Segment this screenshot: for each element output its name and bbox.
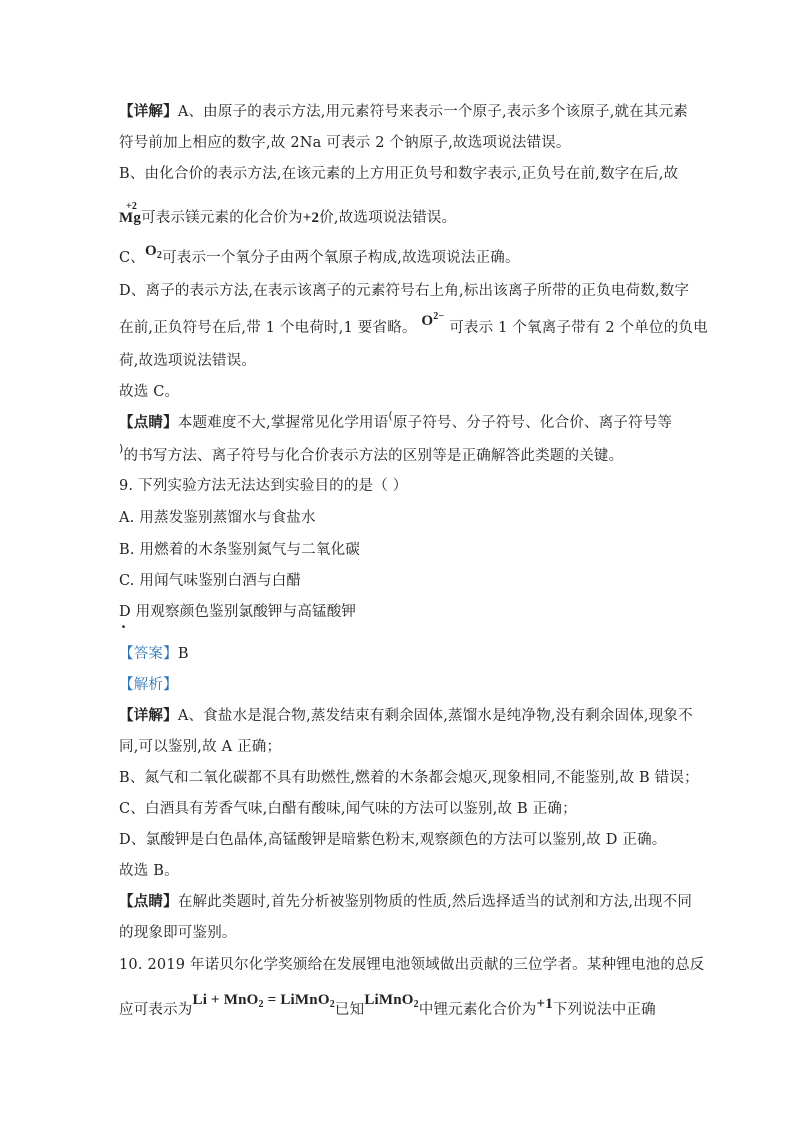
q9-option-d: D 用观察颜色鉴别氯酸钾与高锰酸钾 bbox=[119, 604, 357, 620]
q8-comment-line1: 【点睛】本题难度不大,掌握常见化学用语(原子符号、分子符号、化合价、离子符号等 bbox=[119, 409, 673, 431]
q8-detail-d-line2: 在前,正负符号在后,带 1 个电荷时,1 要省略。 $O^{2-}$ 可表示 1 个氧离子带有 2 个单位的负电 bbox=[119, 311, 708, 336]
q8-comment-line2: )的书写方法、离子符号与化合价表示方法的区别等是正确解答此类题的关键。 bbox=[119, 442, 624, 464]
q8-detail-c-line: C、$O_2$可表示一个氧分子由两个氧原子构成,故选项说法正确。 bbox=[119, 243, 520, 266]
compound-formula: LiMnO$_2$ bbox=[364, 992, 419, 1010]
mg-valence-formula: +2 Mg bbox=[119, 201, 142, 226]
lithium-valence: +1 bbox=[536, 996, 553, 1012]
q8-detail-b-line1: B、由化合价的表示方法,在该元素的上方用正负号和数字表示,正负号在前,数字在后,故 bbox=[119, 166, 679, 182]
q9-question: 9. 下列实验方法无法达到实验目的的是（ ） bbox=[119, 478, 408, 494]
q9-comment-line2: 的现象即可鉴别。 bbox=[119, 925, 237, 941]
q8-detail-d-line1: D、离子的表示方法,在表示该离子的元素符号右上角,标出该离子所带的正负电荷数,数字 bbox=[119, 283, 690, 299]
q8-detail-b-line2: +2 Mg可表示镁元素的化合价为+2价,故选项说法错误。 bbox=[119, 201, 457, 226]
oxide-ion-formula: $O^{2-}$ bbox=[421, 311, 445, 329]
q9-option-d-dot: . bbox=[121, 615, 127, 632]
q10-line2: 应可表示为Li + MnO$_2$ = LiMnO$_2$已知LiMnO$_2$中锂元素化合价为+1下列说法中正确 bbox=[119, 992, 656, 1018]
q9-detail-d-line: D、氯酸钾是白色晶体,高锰酸钾是暗紫色粉末,观察颜色的方法可以鉴别,故 D 正确。 bbox=[119, 832, 667, 848]
valence-value: +2 bbox=[302, 210, 320, 226]
q9-analysis-label: 【解析】 bbox=[119, 677, 178, 693]
q9-detail-a-line2: 同,可以鉴别,故 A 正确； bbox=[119, 739, 282, 755]
answer-label: 【答案】 bbox=[119, 646, 178, 662]
q9-comment-line1: 【点睛】在解此类题时,首先分析被鉴别物质的性质,然后选择适当的试剂和方法,出现不同 bbox=[119, 893, 693, 910]
q9-detail-c-line: C、白酒具有芳香气味,白醋有酸味,闻气味的方法可以鉴别,故 B 正确； bbox=[119, 801, 577, 817]
q9-choose: 故选 B。 bbox=[119, 863, 179, 879]
q9-option-a: A. 用蒸发鉴别蒸馏水与食盐水 bbox=[119, 510, 316, 526]
reaction-equation: Li + MnO$_2$ = LiMnO$_2$ bbox=[192, 992, 335, 1010]
q8-detail-d-line3: 荷,故选项说法错误。 bbox=[119, 353, 257, 369]
comment-label: 【点睛】 bbox=[119, 414, 178, 431]
q10-line1: 10. 2019 年诺贝尔化学奖颁给在发展锂电池领域做出贡献的三位学者。某种锂电池的总反 bbox=[119, 957, 705, 973]
q8-detail-a-line2: 符号前加上相应的数字,故 2Na 可表示 2 个钠原子,故选项说法错误。 bbox=[119, 135, 571, 151]
q9-option-b: B. 用燃着的木条鉴别氮气与二氧化碳 bbox=[119, 542, 360, 558]
detail-label: 【详解】 bbox=[119, 103, 178, 120]
q8-detail-a-line1: 【详解】A、由原子的表示方法,用元素符号来表示一个原子,表示多个该原子,就在其元素 bbox=[119, 103, 689, 120]
q9-option-c: C. 用闻气味鉴别白酒与白醋 bbox=[119, 573, 302, 589]
q9-detail-a-line1: 【详解】A、食盐水是混合物,蒸发结束有剩余固体,蒸馏水是纯净物,没有剩余固体,现象不 bbox=[119, 707, 693, 724]
oxygen-molecule-formula: $O_2$ bbox=[145, 243, 163, 261]
q8-choose: 故选 C。 bbox=[119, 384, 180, 400]
q9-answer: 【答案】B bbox=[119, 646, 189, 662]
q9-detail-b-line: B、氮气和二氧化碳都不具有助燃性,燃着的木条都会熄灭,现象相同,不能鉴别,故 B 错误； bbox=[119, 770, 699, 786]
